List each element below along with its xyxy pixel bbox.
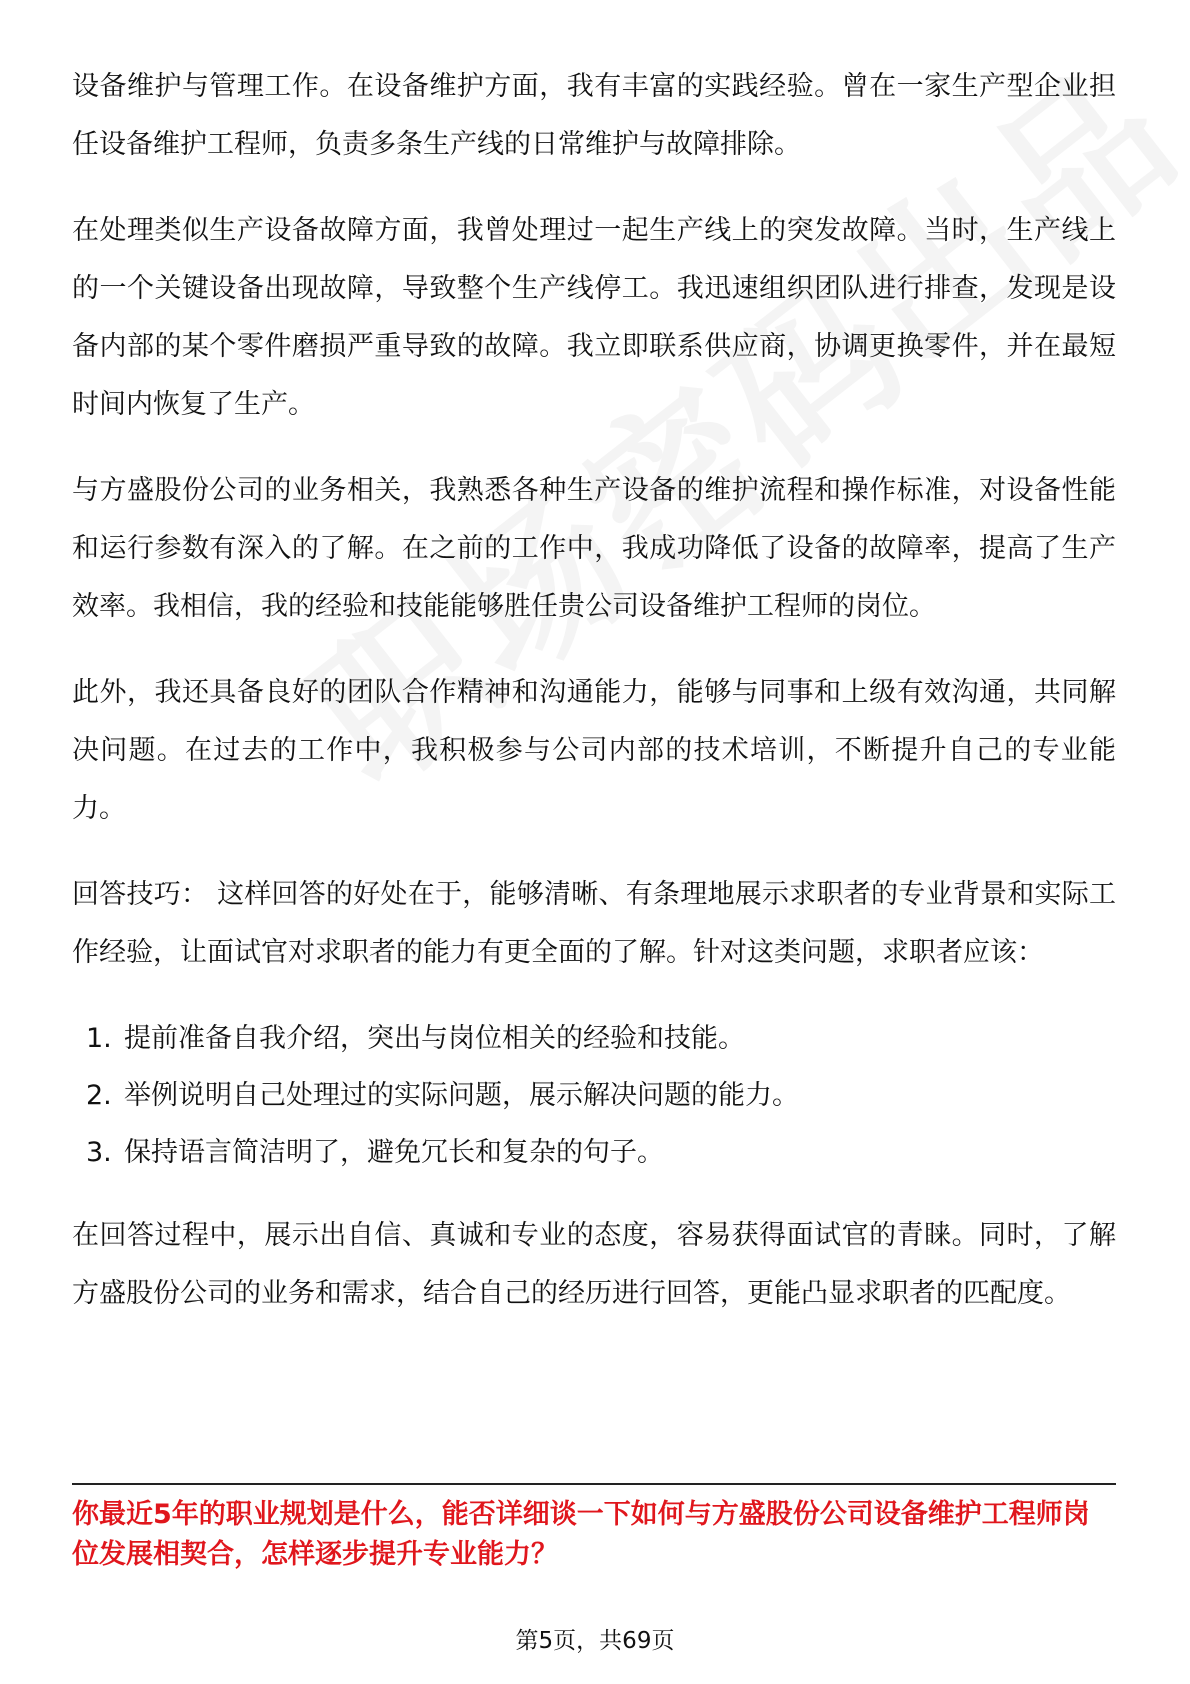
- list-text: 提前准备自我介绍，突出与岗位相关的经验和技能。: [124, 1023, 745, 1054]
- paragraph-experience: 设备维护与管理工作。在设备维护方面，我有丰富的实践经验。曾在一家生产型企业担任设备维护工程师，负责多条生产线的日常维护与故障排除。: [72, 71, 1116, 160]
- paragraph-closing: 在回答过程中，展示出自信、真诚和专业的态度，容易获得面试官的青睐。同时，了解方盛股份公司的业务和需求，结合自己的经历进行回答，更能凸显求职者的匹配度。: [72, 1220, 1116, 1309]
- list-item: [72, 1067, 1116, 1124]
- list-item: [72, 1124, 1116, 1181]
- list-number: 3.: [86, 1137, 112, 1168]
- paragraph-answer-tips: 回答技巧： 这样回答的好处在于，能够清晰、有条理地展示求职者的专业背景和实际工作经验，让面试官对求职者的能力有更全面的了解。针对这类问题，求职者应该：: [72, 879, 1116, 968]
- list-text: 保持语言简洁明了，避免冗长和复杂的句子。: [124, 1137, 664, 1168]
- tips-list: [72, 1010, 1116, 1181]
- paragraph-business-relevance: 与方盛股份公司的业务相关，我熟悉各种生产设备的维护流程和操作标准，对设备性能和运行参数有深入的了解。在之前的工作中，我成功降低了设备的故障率，提高了生产效率。我相信，我的经验和技能能够胜任贵公司设备维护工程师的岗位。: [72, 475, 1116, 622]
- section-divider: [72, 1483, 1116, 1485]
- next-question-heading: 你最近5年的职业规划是什么，能否详细谈一下如何与方盛股份公司设备维护工程师岗位发展相契合，怎样逐步提升专业能力？: [72, 1499, 1090, 1570]
- page-footer: 第5页，共69页: [515, 1628, 675, 1654]
- paragraph-fault-handling: 在处理类似生产设备故障方面，我曾处理过一起生产线上的突发故障。当时，生产线上的一个关键设备出现故障，导致整个生产线停工。我迅速组织团队进行排查，发现是设备内部的某个零件磨损严重导致的故障。我立即联系供应商，协调更换零件，并在最短时间内恢复了生产。: [72, 215, 1116, 420]
- list-number: 1.: [86, 1023, 112, 1054]
- answer-content: [72, 58, 1116, 1351]
- list-text: 举例说明自己处理过的实际问题，展示解决问题的能力。: [124, 1080, 799, 1111]
- list-item: [72, 1010, 1116, 1067]
- paragraph-teamwork: 此外，我还具备良好的团队合作精神和沟通能力，能够与同事和上级有效沟通，共同解决问题。在过去的工作中，我积极参与公司内部的技术培训，不断提升自己的专业能力。: [72, 677, 1116, 824]
- list-number: 2.: [86, 1080, 112, 1111]
